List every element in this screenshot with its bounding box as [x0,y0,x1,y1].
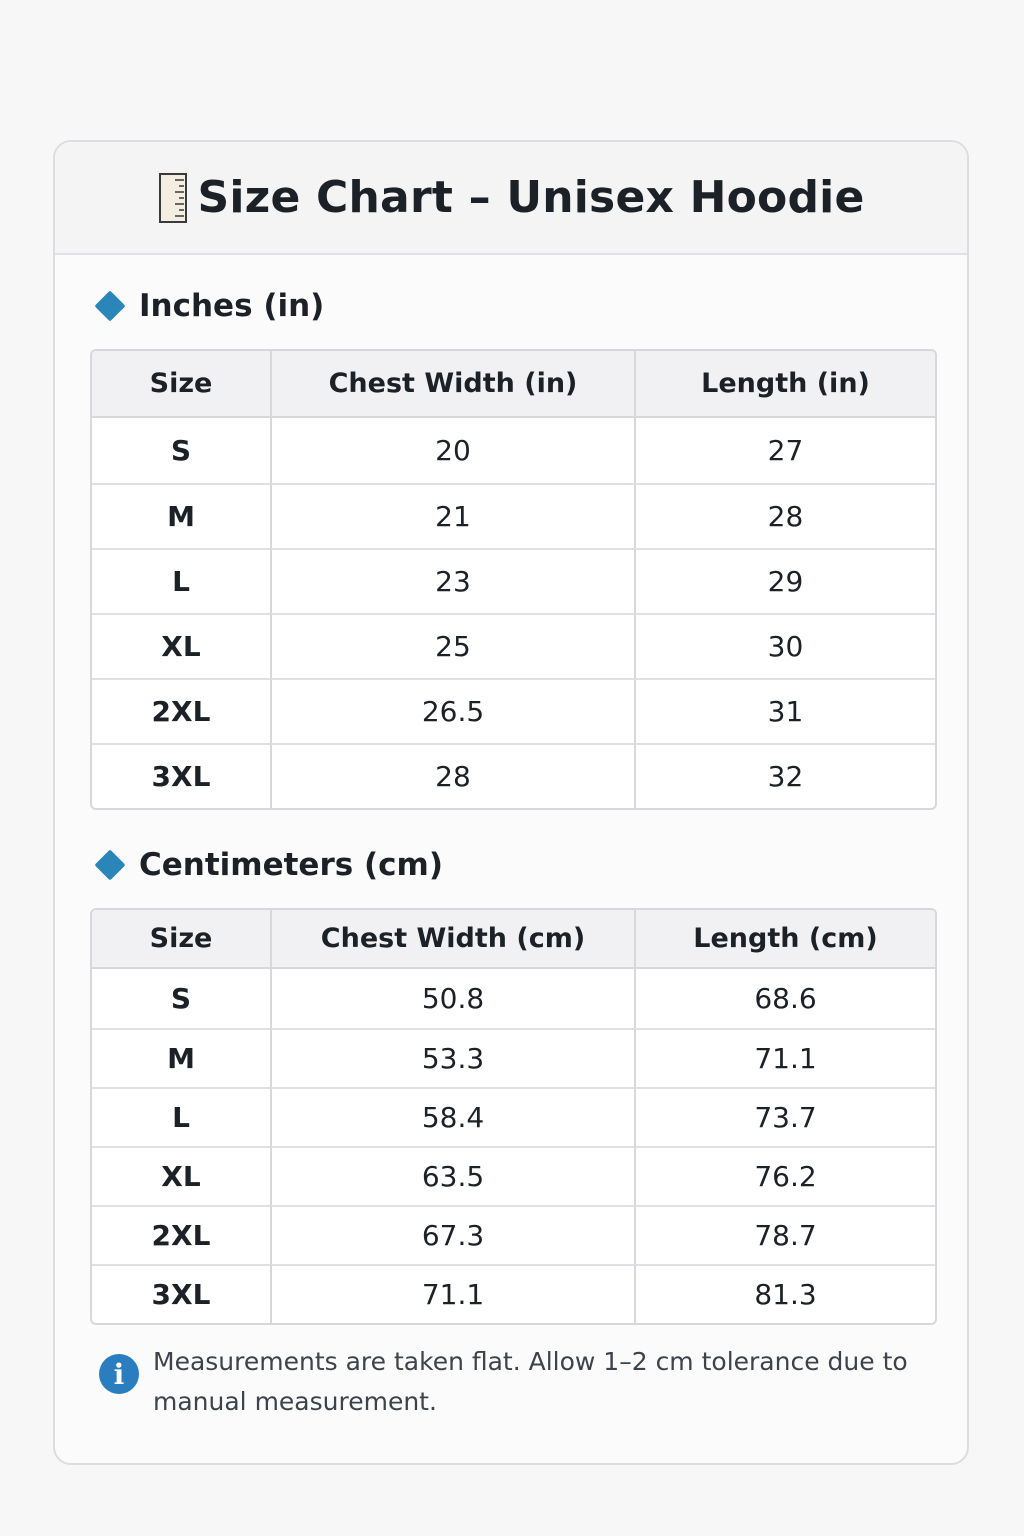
table-header-row [92,910,935,969]
column-header-length: Length (in) [634,351,935,418]
card-header [55,142,967,255]
size-cell: XL [92,1146,270,1205]
table-row [92,548,935,613]
table-row [92,969,935,1028]
column-header-length: Length (cm) [634,910,935,969]
size-cell: S [170,982,192,1015]
chest-cell: 58.4 [270,1087,634,1146]
chest-cell: 25 [270,613,634,678]
length-cell: 78.7 [634,1205,935,1264]
diamond-icon [94,290,125,321]
chest-cell: 28 [270,743,634,808]
chest-cell: 67.3 [270,1205,634,1264]
inches-table [90,349,937,810]
length-cell: 73.7 [634,1087,935,1146]
size-chart-card [53,140,969,1465]
size-cell: 2XL [92,1205,270,1264]
size-cell: M [92,1028,270,1087]
length-cell: 28 [634,483,935,548]
inches-heading [99,288,324,324]
size-cell: 3XL [92,743,270,808]
table-row [92,418,935,483]
note-text: Measurements are taken flat. Allow 1–2 cm tolerance due to manual measurement. [153,1347,908,1416]
chest-cell: 71.1 [270,1264,634,1323]
column-header-size: Size [92,910,270,969]
length-cell: 76.2 [634,1146,935,1205]
chest-cell: 21 [270,483,634,548]
size-cell: 2XL [92,678,270,743]
column-header-size: Size [92,351,270,418]
table-row [92,678,935,743]
length-cell: 30 [634,613,935,678]
length-cell: 29 [634,548,935,613]
chest-cell: 26.5 [270,678,634,743]
table-row [92,743,935,808]
size-cell: XL [92,613,270,678]
table-row [92,613,935,678]
centimeters-table [90,908,937,1325]
length-cell: 32 [634,743,935,808]
table-row [92,483,935,548]
chest-cell: 23 [270,548,634,613]
table-row [92,1146,935,1205]
length-cell: 27 [634,418,935,483]
length-cell: 81.3 [634,1264,935,1323]
column-header-chest: Chest Width (in) [270,351,634,418]
measurement-note [99,1342,913,1422]
page-title: Size Chart – Unisex Hoodie [197,172,865,223]
table-row [92,1205,935,1264]
table-header-row [92,351,935,418]
length-cell: 71.1 [634,1028,935,1087]
centimeters-heading-label: Centimeters (cm) [139,847,444,883]
size-cell: S [170,434,192,467]
length-cell: 68.6 [634,969,935,1028]
size-cell: L [92,548,270,613]
centimeters-heading [99,847,443,883]
table-row [92,1028,935,1087]
chest-cell: 53.3 [270,1028,634,1087]
size-cell: M [92,483,270,548]
column-header-chest: Chest Width (cm) [270,910,634,969]
chest-cell: 63.5 [270,1146,634,1205]
ruler-icon [158,172,188,224]
inches-heading-label: Inches (in) [139,288,325,324]
size-cell: 3XL [92,1264,270,1323]
table-row [92,1264,935,1323]
size-cell: L [92,1087,270,1146]
length-cell: 31 [634,678,935,743]
chest-cell: 50.8 [270,969,634,1028]
diamond-icon [94,849,125,880]
table-row [92,1087,935,1146]
info-icon: i [99,1354,139,1394]
chest-cell: 20 [270,418,634,483]
